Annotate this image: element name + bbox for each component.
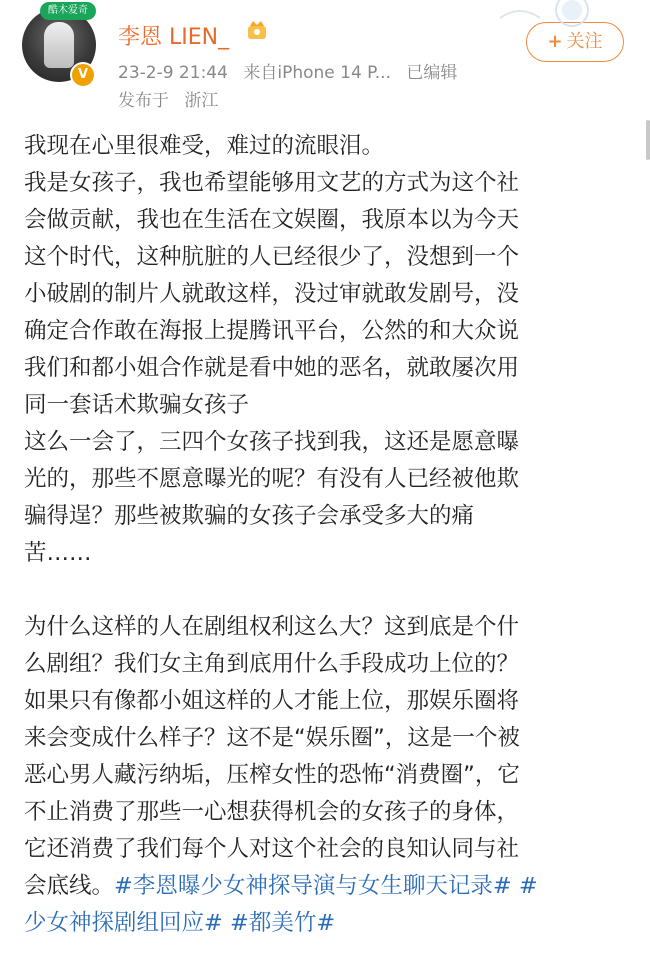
- published-label: 发布于: [118, 91, 169, 111]
- post-line: 确定合作敢在海报上提腾讯平台，公然的和大众说: [24, 318, 520, 344]
- avatar-tag: 酷木爱奇: [40, 2, 96, 20]
- plus-icon: +: [547, 31, 563, 52]
- post-line: 恶心男人藏污纳垢，压榨女性的恐怖“消费圈”，它: [24, 762, 520, 788]
- post-line-hashtags: [24, 905, 629, 942]
- crown-icon: [245, 18, 269, 42]
- post-line: 苦……: [24, 540, 92, 566]
- post-line: 我现在心里很难受，难过的流眼泪。: [24, 133, 385, 159]
- post-line: 这个时代，这种肮脏的人已经很少了，没想到一个: [24, 244, 520, 270]
- post-line: 会做贡献，我也在生活在文娱圈，我原本以为今天: [24, 207, 520, 233]
- post-line: 来会变成什么样子？这不是“娱乐圈”，这是一个被: [24, 725, 520, 751]
- post-line: 为什么这样的人在剧组权利这么大？这到底是个什: [24, 614, 520, 640]
- hashtag-link[interactable]: #都美竹#: [230, 910, 336, 936]
- post-source: 来自iPhone 14 P...: [243, 63, 391, 83]
- post-date: 23-2-9 21:44: [118, 63, 228, 83]
- post-line: 我们和都小姐合作就是看中她的恶名，就敢屡次用: [24, 355, 520, 381]
- verified-badge-icon: V: [70, 62, 96, 88]
- post-header: [0, 0, 650, 118]
- post-line: 不止消费了那些一心想获得机会的女孩子的身体，: [24, 799, 520, 825]
- post-line: 这么一会了，三四个女孩子找到我，这还是愿意曝: [24, 429, 520, 455]
- post-line: 如果只有像都小姐这样的人才能上位，那娱乐圈将: [24, 688, 520, 714]
- card-decoration-icon: [490, 0, 600, 30]
- post-line: 它还消费了我们每个人对这个社会的良知认同与社: [24, 836, 520, 862]
- username[interactable]: 李恩 LIEN_: [118, 25, 230, 50]
- follow-label: 关注: [566, 31, 603, 52]
- post-text: 会底线。: [24, 873, 115, 899]
- hashtag-link[interactable]: 少女神探剧组回应#: [24, 910, 223, 936]
- post-line: 么剧组？我们女主角到底用什么手段成功上位的？: [24, 651, 520, 677]
- avatar-figure: [44, 22, 74, 68]
- post-line: 骗得逞？那些被欺骗的女孩子会承受多大的痛: [24, 503, 475, 529]
- scrollbar[interactable]: [646, 120, 650, 160]
- post-meta: [118, 58, 467, 83]
- post-content: [24, 128, 629, 942]
- post-line: 小破剧的制片人就敢这样，没过审就敢发剧号，没: [24, 281, 520, 307]
- post-location: [118, 86, 228, 111]
- location-value: 浙江: [184, 91, 219, 111]
- edited-label[interactable]: 已编辑: [406, 63, 458, 83]
- hashtag-link[interactable]: #: [518, 873, 538, 899]
- paragraph-gap: [24, 572, 629, 609]
- hashtag-link[interactable]: #李恩曝少女神探导演与女生聊天记录#: [114, 873, 512, 899]
- post-line-with-hashtag: [24, 868, 629, 905]
- post-line: 光的，那些不愿意曝光的呢？有没有人已经被他欺: [24, 466, 520, 492]
- post-line: 我是女孩子，我也希望能够用文艺的方式为这个社: [24, 170, 520, 196]
- post-line: 同一套话术欺骗女孩子: [24, 392, 250, 418]
